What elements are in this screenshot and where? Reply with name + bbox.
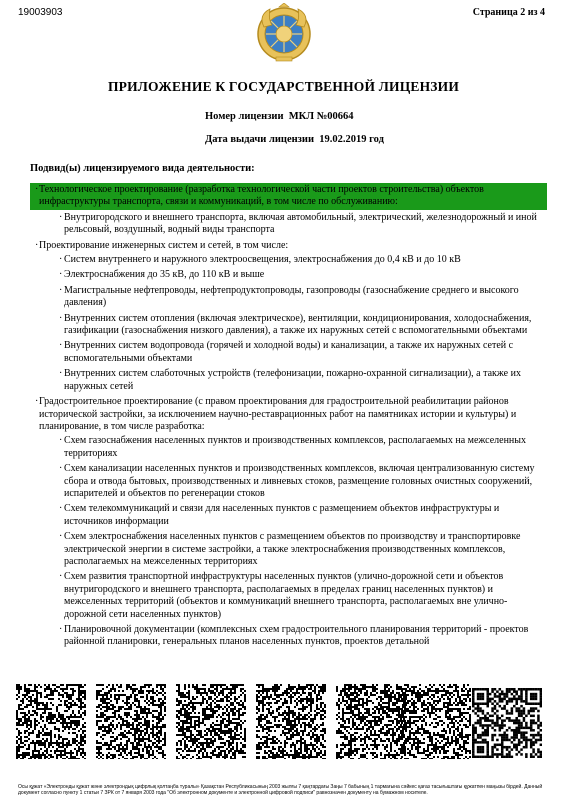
list-item: · Схем канализации населенных пунктов и производственных комплексов, включая централизованную систему сбора и отвода бытовых, производственных и ливневых стоков, размещение головных очистных сооружений, испарителей и объектов по регенерации стоков [59,463,535,499]
license-date-label: Дата выдачи лицензии [205,134,314,145]
state-emblem-icon [254,3,314,63]
barcode-icon [96,684,166,759]
list-item: · Схем телекоммуникаций и связи для населенных пунктов с размещением объектов инфраструктуры и источников информации [59,503,500,527]
list-item: · Схем газоснабжения населенных пунктов и производственных комплексов, располагаемых на межселенных территориях [59,435,526,459]
barcode-icon [336,684,406,759]
barcode-icon [401,684,471,759]
document-number: 19003903 [18,7,63,18]
list-item: · Схем электроснабжения населенных пунктов с размещением объектов по производству и транспортировке электрической энергии в системе застройки, а также электроснабжения производственных комплексов, располагаемых на межселенных территориях [59,531,521,567]
list-item: · Систем внутреннего и наружного электроосвещения, электроснабжения до 0,4 кВ и до 10 кВ [59,254,461,266]
license-number-line [205,111,354,122]
license-number-value: МКЛ №00664 [288,111,354,122]
license-date-value: 19.02.2019 год [319,134,384,145]
list-item: · Проектирование инженерных систем и сетей, в том числе: [35,239,289,251]
list-item: · Внутренних систем слаботочных устройств (телефонизации, пожарно-охранной сигнализации), а также их наружных сетей [59,368,521,392]
list-item: · Внутренних систем отопления (включая электрическое), вентиляции, кондиционирования, холодоснабжения, газификации (газоснабжения низкого давления), а также их наружных сетей с вспомогательными объектами [59,312,532,337]
barcode-icon [176,684,246,759]
section-heading: Подвид(ы) лицензируемого вида деятельности: [30,163,255,174]
list-item: · Схем развития транспортной инфраструктуры населенных пунктов (улично-дорожной сети и объектов внутригородского и внешнего транспорта, располагаемых в пределах границ населенных пунктов) и межселенных территорий (объектов и коммуникаций внешнего транспорта, располагаемых вне улично-дорожной сети населенных пунктов) [59,571,508,620]
list-item: · Электроснабжения до 35 кВ, до 110 кВ и выше [59,269,265,281]
license-number-label: Номер лицензии [205,111,284,122]
list-item: · Технологическое проектирование (разработка технологической части проектов строительства) объектов инфраструктуры транспорта, связи и коммуникаций, в том числе по обслуживанию: [30,183,547,210]
list-item: · Градостроительное проектирование (с правом проектирования для градостроительной реабилитации районов исторической застройки, за исключением научно-реставрационных работ на памятниках истории и культуры) и планирование, в том числе разработка: [35,396,517,432]
barcode-icon [256,684,326,759]
legal-footer: Осы құжат «Электронды құжат және электрондық цифрлық қолтаңба туралы» Қазақстан Республикасының 2003 жылғы 7 қаңтардағы Заңы 7 бабының 1 тармағына сәйкес қағаз тасығыштағы құжатпен маңызы бірдей. Данный документ согласно пункту 1 статьи 7 ЗРК от 7 января 2003 года "Об электронном документе и электронной цифровой подписи" равнозначен документу на бумажном носителе. [18,784,543,796]
activity-list [0,183,567,652]
qr-code-icon [472,688,542,758]
page-counter: Страница 2 из 4 [472,7,545,18]
list-item: · Внутренних систем водопровода (горячей и холодной воды) и канализации, а также их наружных сетей с вспомогательными объектами [59,340,514,364]
page-title: ПРИЛОЖЕНИЕ К ГОСУДАРСТВЕННОЙ ЛИЦЕНЗИИ [107,79,460,94]
list-item: · Магистральные нефтепроводы, нефтепродуктопроводы, газопроводы (газоснабжение среднего и высокого давления) [59,284,519,309]
barcode-icon [16,684,86,759]
license-date-line [205,134,384,145]
list-item: · Внутригородского и внешнего транспорта, включая автомобильный, электрический, железнодорожный и иной рельсовый, воздушный, водный виды транспорта [59,211,537,236]
list-item: · Планировочной документации (комплексных схем градостроительного планирования территорий - проектов районной планировки, генеральных планов населенных пунктов, проектов детальной [59,624,529,648]
